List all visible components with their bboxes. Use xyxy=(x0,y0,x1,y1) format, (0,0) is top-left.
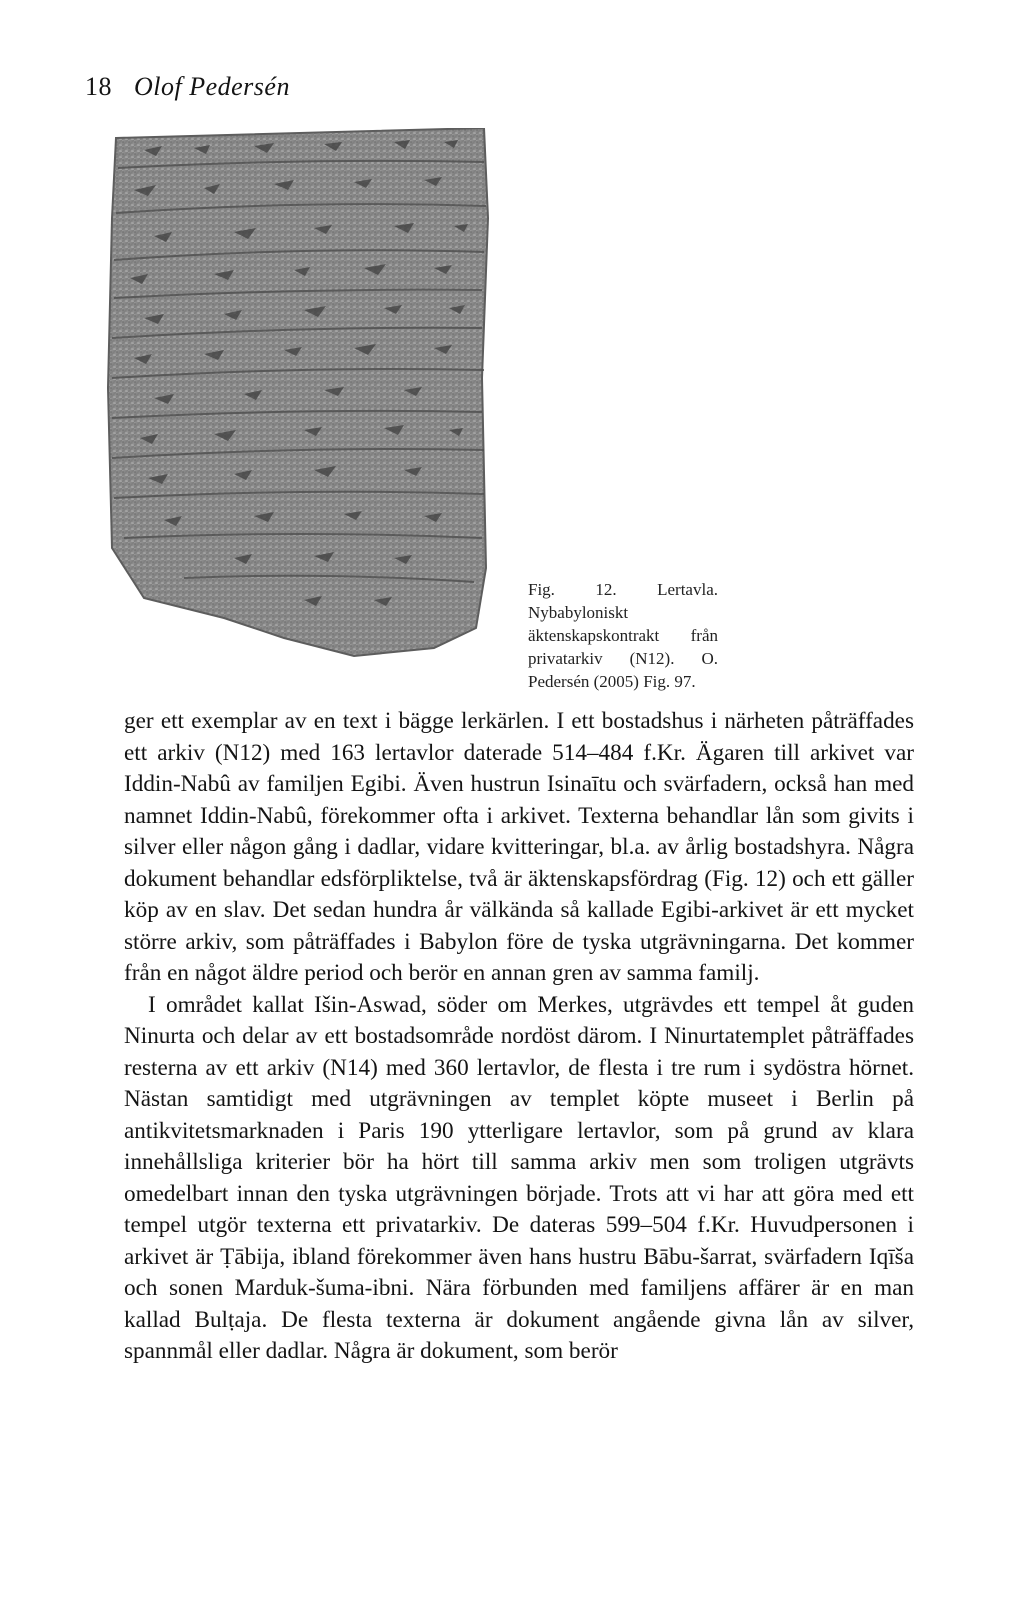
figure-caption: Fig. 12. Lertavla. Nybabyloniskt äktenskapskontrakt från privatarkiv (N12). O. Pedersén (2005) Fig. 97. xyxy=(528,580,718,691)
body-text xyxy=(124,706,914,1368)
page-number: 18 xyxy=(85,72,112,101)
figure-tablet xyxy=(104,128,496,668)
running-head xyxy=(85,72,290,102)
paragraph: ger ett exemplar av en text i bägge lerkärlen. I ett bostadshus i närheten påträffades ett arkiv (N12) med 163 lertavlor daterade 514–484 f.Kr. Ägaren till arkivet var Iddin-Nabû av familjen Egibi. Även hustrun Isinaītu och svärfadern, också han med namnet Iddin-Nabû, förekommer ofta i arkivet. Texterna behandlar lån som givits i silver eller någon gång i dadlar, vidare kvitteringar, bl.a. av årlig bostadshyra. Några dokument behandlar edsförpliktelse, två är äktenskapsfördrag (Fig. 12) och ett gäller köp av en slav. Det sedan hundra år välkända så kallade Egibi-arkivet är ett mycket större arkiv, som påträffades i Babylon före de tyska utgrävningarna. Det kommer från en något äldre period och berör en annan gren av samma familj. xyxy=(124,708,914,986)
clay-tablet-photo-icon xyxy=(104,128,496,668)
tablet-shape xyxy=(108,128,488,656)
paragraph: I området kallat Išin-Aswad, söder om Merkes, utgrävdes ett tempel åt guden Ninurta och delar av ett bostadsområde nordöst därom. I Ninurtatemplet påträffades resterna av ett arkiv (N14) med 360 lertavlor, de flesta i tre rum i sydöstra hörnet. Nästan samtidigt med utgrävningen av templet köpte museet i Berlin på antikvitetsmarknaden i Paris 190 ytterligare lertavlor, som på grund av klara innehållsliga kriterier bör ha hört till samma arkiv men som troligen utgrävts omedelbart innan den tyska utgrävningen började. Trots att vi har att göra med ett tempel utgör texterna ett privatarkiv. De dateras 599–504 f.Kr. Huvudpersonen i arkivet är Ṭābija, ibland förekommer även hans hustru Bābu-šarrat, svärfadern Iqīša och sonen Marduk-šuma-ibni. Nära förbunden med familjens affärer är en man kallad Bulṭaja. De flesta texterna är dokument angående givna lån av silver, spannmål eller dadlar. Några är dokument, som berör xyxy=(124,991,914,1364)
running-head-author: Olof Pedersén xyxy=(134,72,290,101)
